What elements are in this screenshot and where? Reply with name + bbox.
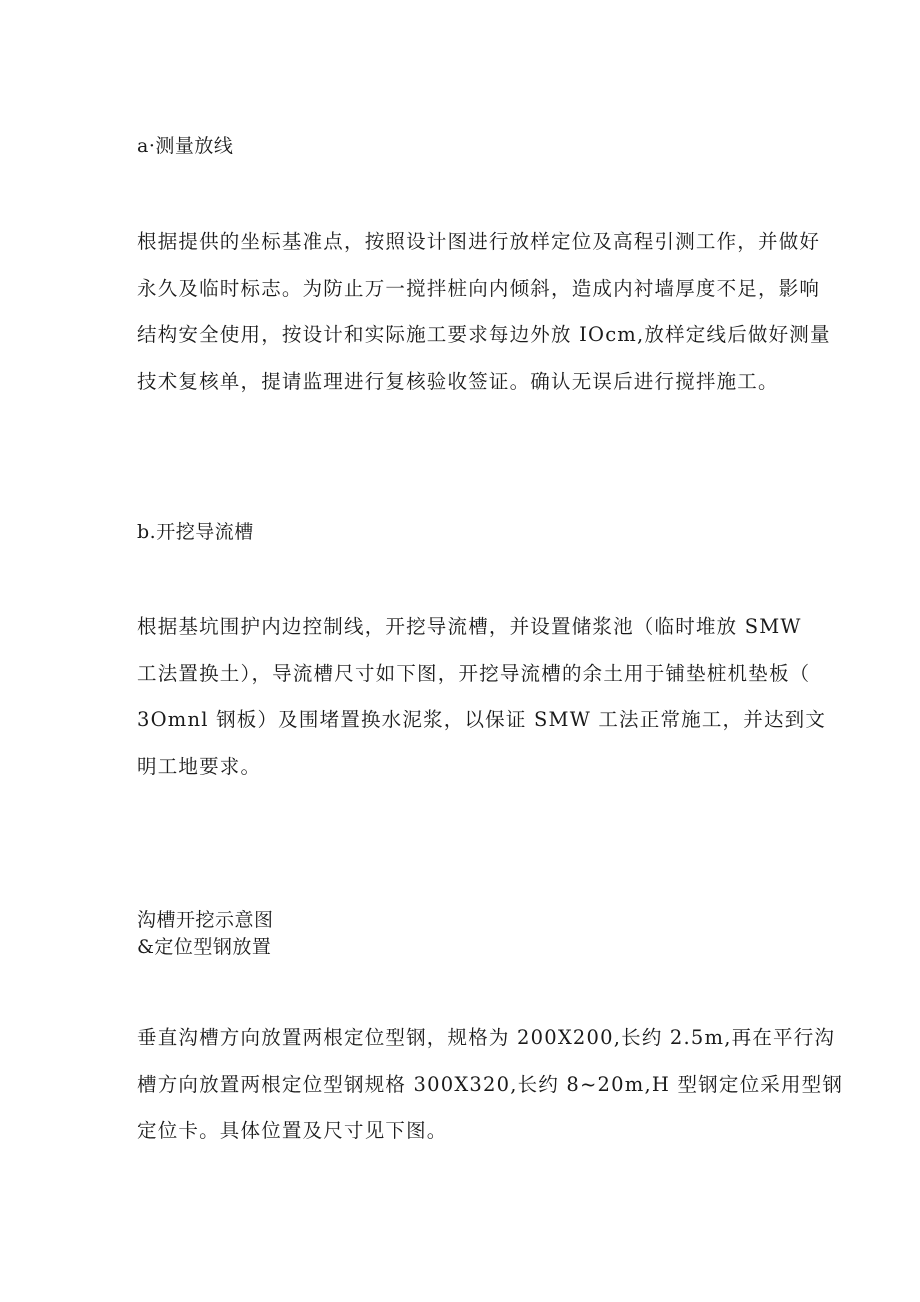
paragraph-line: 结构安全使用，按设计和实际施工要求每边外放 IOcm,放样定线后做好测量 — [137, 323, 831, 346]
figure-caption: 沟槽开挖示意图 — [137, 909, 274, 931]
paragraph-line: 根据提供的坐标基准点，按照设计图进行放样定位及高程引测工作，并做好 — [137, 230, 821, 253]
paragraph-line: 技术复核单，提请监理进行复核验收签证。确认无误后进行搅拌施工。 — [137, 369, 779, 393]
section-a-heading: a·测量放线 — [137, 135, 234, 157]
paragraph-line: 垂直沟槽方向放置两根定位型钢，规格为 200X200,长约 2.5m,再在平行沟 — [137, 1026, 836, 1049]
paragraph-line: 根据基坑围护内边控制线，开挖导流槽，并设置储浆池（临时堆放 SMW — [137, 615, 802, 638]
paragraph-line: 明工地要求。 — [137, 754, 262, 778]
section-b-paragraph — [137, 604, 827, 790]
paragraph-line: 槽方向放置两根定位型钢规格 300X320,长约 8~20m,H 型钢定位采用型钢 — [137, 1072, 844, 1096]
paragraph-line: 永久及临时标志。为防止万一搅拌桩向内倾斜，造成内衬墙厚度不足，影响 — [137, 276, 821, 300]
paragraph-line: 定位卡。具体位置及尺寸见下图。 — [137, 1119, 448, 1142]
section-c-heading: &定位型钢放置 — [137, 936, 272, 958]
paragraph-line: 3Omnl 钢板）及围堵置换水泥浆，以保证 SMW 工法正常施工，并达到文 — [137, 708, 827, 731]
section-a-paragraph — [137, 219, 831, 405]
section-b-heading: b.开挖导流槽 — [137, 521, 254, 543]
paragraph-line: 工法置换土），导流槽尺寸如下图，开挖导流槽的余土用于铺垫桩机垫板（ — [137, 661, 811, 685]
section-c-paragraph — [137, 1015, 844, 1155]
